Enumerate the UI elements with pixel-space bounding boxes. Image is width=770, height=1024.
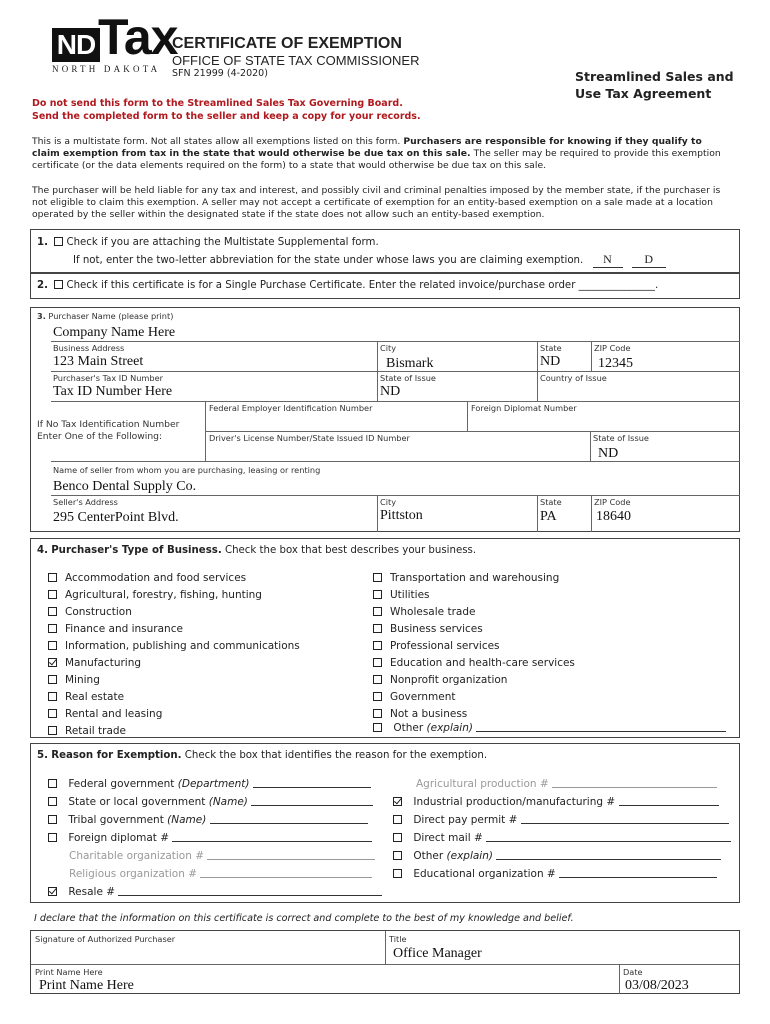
reason-industrial[interactable] [393,795,719,808]
business-type-item[interactable] [48,623,183,635]
seller-name-label: Name of seller from whom you are purchasing, leasing or renting [53,465,321,475]
business-type-item[interactable] [373,657,575,669]
dl-state-of-issue-value[interactable]: ND [598,446,619,461]
reason-tribal-sub: (Name) [167,814,207,826]
tax-logo-text: Tax [98,9,178,65]
reason-foreign-checkbox[interactable] [48,833,57,842]
reason-religious-line[interactable] [200,867,372,878]
section-1-box [30,229,740,273]
business-type-other-label: Other [393,722,424,734]
business-type-label: Wholesale trade [390,606,476,618]
business-type-label: Finance and insurance [65,623,183,635]
section-3-number: 3. [37,311,46,321]
business-type-item[interactable] [373,606,475,618]
business-type-label: Manufacturing [65,657,142,669]
business-type-label: Information, publishing and communications [65,640,300,652]
drivers-license-label: Driver's License Number/State Issued ID Number [209,433,410,443]
seller-zip-value[interactable]: 18640 [596,509,631,524]
business-type-label: Rental and leasing [65,708,163,720]
reason-resale-line[interactable] [118,885,382,896]
section-3-box [30,307,740,532]
zip-value[interactable]: 12345 [598,356,633,371]
city-label: City [380,343,397,353]
business-type-label: Transportation and warehousing [390,572,560,584]
form-title: CERTIFICATE OF EXEMPTION [172,35,402,52]
section-4-box [30,538,740,738]
date-value[interactable]: 03/08/2023 [625,978,689,993]
purchaser-name-value[interactable]: Company Name Here [53,325,176,340]
business-type-checkbox[interactable] [373,590,382,599]
reason-state-local-label: State or local government [68,796,206,808]
fein-label: Federal Employer Identification Number [209,403,373,413]
reason-industrial-checkbox[interactable] [393,797,402,806]
reason-other-line[interactable] [496,849,721,860]
business-type-checkbox[interactable] [373,624,382,633]
print-name-value[interactable]: Print Name Here [39,978,134,993]
purchaser-name-label: Purchaser Name (please print) [48,311,174,321]
nd-logo-mark: ND [52,28,100,62]
section-2-box [30,273,740,299]
business-type-checkbox[interactable] [373,641,382,650]
business-type-label: Construction [65,606,132,618]
reason-religious-label: Religious organization # [69,868,198,880]
business-type-item[interactable] [48,572,246,584]
business-type-label: Utilities [390,589,430,601]
seller-address-label: Seller's Address [53,497,118,507]
foreign-diplomat-number-label: Foreign Diplomat Number [471,403,577,413]
reason-federal[interactable] [48,777,371,790]
reason-foreign-diplomat[interactable] [48,831,372,844]
declaration-text: I declare that the information on this certificate is correct and complete to the best of my knowledge and belief. [34,913,574,924]
seller-address-value[interactable]: 295 CenterPoint Blvd. [53,510,179,525]
reason-direct-mail-checkbox[interactable] [393,833,402,842]
business-type-checkbox[interactable] [48,658,57,667]
seller-zip-label: ZIP Code [594,497,631,507]
reason-federal-checkbox[interactable] [48,779,57,788]
business-type-item[interactable] [48,589,262,601]
business-type-other-checkbox[interactable] [373,723,382,732]
intro-paragraph-1 [32,136,722,172]
reason-direct-pay-label: Direct pay permit # [413,814,518,826]
seller-name-value[interactable]: Benco Dental Supply Co. [53,479,197,494]
business-type-item[interactable] [373,572,559,584]
business-type-label: Mining [65,674,100,686]
reason-direct-mail-label: Direct mail # [413,832,483,844]
section-1-line-2: If not, enter the two-letter abbreviation for the state under whose laws you are claiming exemption. [73,255,584,266]
reason-educational[interactable] [393,867,717,880]
business-type-label: Professional services [390,640,500,652]
print-name-label: Print Name Here [35,967,103,977]
business-type-label: Agricultural, forestry, fishing, hunting [65,589,262,601]
reason-foreign-label: Foreign diplomat # [68,832,170,844]
business-type-item[interactable] [373,589,430,601]
reason-federal-sub: (Department) [177,778,250,790]
reason-tribal[interactable] [48,813,368,826]
north-dakota-logo-text: NORTH DAKOTA [52,64,161,74]
state-value[interactable]: ND [540,354,561,369]
reason-direct-pay-line[interactable] [521,813,729,824]
seller-city-value[interactable]: Pittston [380,508,423,523]
seller-state-value[interactable]: PA [540,509,557,524]
seller-city-label: City [380,497,397,507]
country-of-issue-label: Country of Issue [540,373,607,383]
state-of-issue-label: State of Issue [380,373,436,383]
office-name: OFFICE OF STATE TAX COMMISSIONER [172,53,420,68]
reason-direct-mail[interactable] [393,831,731,844]
section-1-line-1: Check if you are attaching the Multistate Supplemental form. [66,237,379,248]
business-type-other[interactable] [373,721,726,734]
section-5-instruction: Check the box that identifies the reason for the exemption. [184,750,488,761]
signature-field[interactable] [33,943,383,963]
city-value[interactable]: Bismark [386,356,434,371]
business-type-item[interactable] [373,674,507,686]
section-4-title: Purchaser's Type of Business. [51,545,222,556]
state-label: State [540,343,562,353]
multistate-supplemental-checkbox[interactable] [54,237,63,246]
section-5-title: Reason for Exemption. [51,750,182,761]
reason-resale[interactable] [48,885,382,898]
reason-religious[interactable] [69,867,372,880]
state-abbrev-letter-2[interactable]: D [632,252,666,268]
agreement-title: Streamlined Sales and Use Tax Agreement [575,69,734,101]
reason-industrial-label: Industrial production/manufacturing # [413,796,616,808]
section-2-text: Check if this certificate is for a Single Purchase Certificate. Enter the related invoice/purchase order _______________. [66,280,659,291]
reason-agricultural[interactable] [416,777,717,790]
reason-tribal-checkbox[interactable] [48,815,57,824]
section-5-number: 5. [37,750,48,761]
state-abbrev-letter-1[interactable]: N [593,252,623,268]
tax-id-value[interactable]: Tax ID Number Here [53,384,173,399]
title-label: Title [389,934,407,944]
business-type-checkbox[interactable] [48,692,57,701]
section-2-number: 2. [37,280,48,291]
section-1-number: 1. [37,237,48,248]
zip-label: ZIP Code [594,343,631,353]
signature-box [30,930,740,994]
business-type-checkbox[interactable] [373,709,382,718]
intro-paragraph-2: The purchaser will be held liable for any tax and interest, and possibly civil and criminal penalties imposed by the member state, if the purchaser is not eligible to claim this exemption. A seller may not accept a certificate of exemption for an entity-based exemption on a sale made at a location operated by the seller within the designated state if the state does not allow such an entity-based exemption. [32,185,721,220]
business-type-item[interactable] [373,640,500,652]
intro-p1-bold: Purchasers are responsible for knowing if they qualify to claim exemption from tax in the state that would otherwise be due tax on this sale. [32,136,702,159]
business-type-checkbox[interactable] [48,726,57,735]
section-4-instruction: Check the box that best describes your business. [224,545,477,556]
business-type-item[interactable] [48,725,126,737]
business-type-checkbox[interactable] [48,573,57,582]
business-type-other-line[interactable] [476,721,726,732]
business-type-checkbox[interactable] [373,692,382,701]
business-type-label: Retail trade [65,725,127,737]
business-type-label: Business services [390,623,483,635]
business-type-label: Not a business [390,708,468,720]
reason-agricultural-label: Agricultural production # [416,778,549,790]
warning-line-1: Do not send this form to the Streamlined Sales Tax Governing Board. [32,98,403,109]
reason-charitable-line[interactable] [207,849,375,860]
business-type-checkbox[interactable] [373,573,382,582]
business-type-label: Accommodation and food services [65,572,247,584]
reason-other-checkbox[interactable] [393,851,402,860]
business-type-label: Education and health-care services [390,657,575,669]
business-type-label: Nonprofit organization [390,674,508,686]
business-type-label: Real estate [65,691,125,703]
reason-direct-pay-checkbox[interactable] [393,815,402,824]
business-type-item[interactable] [373,623,483,635]
reason-direct-mail-line[interactable] [486,831,731,842]
business-type-other-explain: (explain) [426,722,473,734]
business-type-label: Government [390,691,456,703]
reason-tribal-label: Tribal government [68,814,164,826]
reason-state-local-sub: (Name) [208,796,248,808]
reason-state-local-checkbox[interactable] [48,797,57,806]
business-type-checkbox[interactable] [48,709,57,718]
no-tax-id-line-2: Enter One of the Following: [37,431,163,442]
reason-tribal-line[interactable] [210,813,368,824]
single-purchase-checkbox[interactable] [54,280,63,289]
reason-state-local[interactable] [48,795,373,808]
business-type-item[interactable] [48,606,132,618]
no-tax-id-line-1: If No Tax Identification Number [37,419,180,430]
business-type-checkbox[interactable] [373,658,382,667]
business-type-checkbox[interactable] [48,624,57,633]
reason-direct-pay[interactable] [393,813,729,826]
business-address-label: Business Address [53,343,125,353]
business-type-checkbox[interactable] [48,607,57,616]
state-of-issue-value[interactable]: ND [380,384,401,399]
signature-label: Signature of Authorized Purchaser [35,934,176,944]
reason-agricultural-line[interactable] [552,777,717,788]
business-type-checkbox[interactable] [48,675,57,684]
reason-other-sub: (explain) [446,850,493,862]
reason-resale-checkbox[interactable] [48,887,57,896]
reason-educational-checkbox[interactable] [393,869,402,878]
reason-state-local-line[interactable] [251,795,373,806]
business-type-item[interactable] [48,674,100,686]
reason-foreign-line[interactable] [172,831,372,842]
reason-other-label: Other [413,850,444,862]
tax-id-label: Purchaser's Tax ID Number [53,373,163,383]
reason-industrial-line[interactable] [619,795,719,806]
form-number: SFN 21999 (4-2020) [172,68,268,79]
reason-educational-line[interactable] [559,867,717,878]
business-type-checkbox[interactable] [373,607,382,616]
business-type-item[interactable] [48,640,300,652]
business-type-item[interactable] [373,691,455,703]
reason-educational-label: Educational organization # [413,868,556,880]
reason-resale-label: Resale # [68,886,116,898]
business-type-checkbox[interactable] [48,641,57,650]
business-type-item[interactable] [48,657,141,669]
warning-text [32,97,532,123]
reason-federal-line[interactable] [253,777,371,788]
business-type-checkbox[interactable] [48,590,57,599]
seller-state-label: State [540,497,562,507]
business-address-value[interactable]: 123 Main Street [53,354,144,369]
section-4-number: 4. [37,545,48,556]
reason-other[interactable] [393,849,721,862]
intro-p1-text: This is a multistate form. Not all states allow all exemptions listed on this form. [32,136,404,147]
reason-charitable-label: Charitable organization # [69,850,205,862]
date-label: Date [623,967,643,977]
business-type-checkbox[interactable] [373,675,382,684]
section-5-box [30,743,740,903]
reason-charitable[interactable] [69,849,375,862]
business-type-item[interactable] [48,708,162,720]
business-type-item[interactable] [48,691,124,703]
dl-state-of-issue-label: State of Issue [593,433,649,443]
reason-federal-label: Federal government [68,778,175,790]
warning-line-2: Send the completed form to the seller and keep a copy for your records. [32,111,421,122]
title-value[interactable]: Office Manager [393,946,482,961]
intro-p1-tail: The seller may be required to provide this exemption certificate (or the data elements required on the form) to a state that would otherwise be due tax on this sale. [32,148,721,171]
business-type-item[interactable] [373,708,467,720]
